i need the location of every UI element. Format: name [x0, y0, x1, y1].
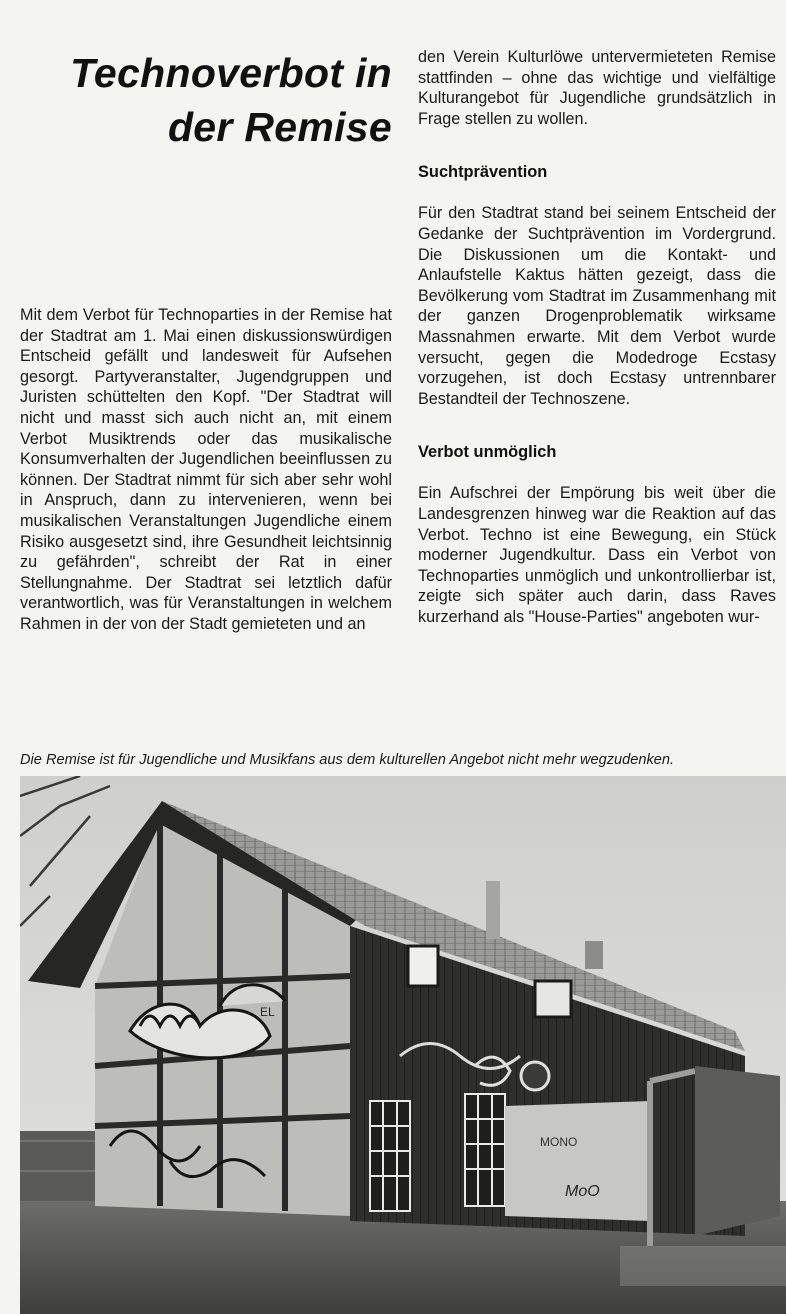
annex — [695, 1066, 780, 1236]
remise-building-illustration — [20, 776, 786, 1314]
puddle — [620, 1246, 786, 1286]
right-intro-text: den Verein Kulturlöwe untervermieteten Remise stattfinden – ohne das wichtige und vielfältige Kulturangebot für Jugendliche grundsätzlich in Frage stellen zu wollen. — [418, 48, 776, 128]
title-line-2: der Remise — [167, 104, 392, 150]
chimney-2 — [585, 941, 603, 969]
article-title — [20, 46, 392, 154]
graffiti-text-1: MONO — [540, 1135, 578, 1149]
chimney-1 — [486, 881, 500, 939]
paragraph-suchtpraevention: Für den Stadtrat stand bei seinem Entscheid der Gedanke der Suchtprävention im Vordergrund. Die Diskussionen um die Kontakt- und Anlaufstelle Kaktus hätten gezeigt, dass die Bevölkerung vom Stadtrat im Zusammenhang mit der ganzen Drogenproblematik wirksame Massnahmen erwarte. Mit dem Verbot wurde versucht, gegen die Modedroge Ecstasy vorzugehen, ist doch Ecstasy untrennbarer Bestandteil der Technoszene. — [418, 204, 776, 408]
paragraph-verbot-unmoeglich: Ein Aufschrei der Empörung bis weit über die Landesgrenzen hinweg war die Reaktion auf das Verbot. Techno ist eine Bewegung, ein Stück moderner Jugendkultur. Dass ein Verbot von Technoparties unmöglich und unkontrollierbar ist, zeigte sich später auch darin, dass Raves kurzerhand als "House-Parties" angeboten wur- — [418, 484, 776, 626]
title-line-1: Technoverbot in — [70, 50, 392, 96]
left-column — [20, 305, 392, 635]
photo-caption: Die Remise ist für Jugendliche und Musikfans aus dem kulturellen Angebot nicht mehr wegzudenken. — [20, 752, 675, 768]
heading-suchtpraevention: Suchtprävention — [418, 163, 548, 182]
right-column — [418, 47, 776, 627]
graffiti-text-2: EL — [260, 1005, 275, 1019]
upper-window — [408, 946, 438, 986]
graffiti-text-3: MoO — [565, 1183, 600, 1200]
heading-verbot-unmoeglich: Verbot unmöglich — [418, 443, 557, 462]
left-column-text: Mit dem Verbot für Technoparties in der Remise hat der Stadtrat am 1. Mai einen diskussionswürdigen Entscheid gefällt und landesweit für Aufsehen gesorgt. Partyveranstalter, Jugendgruppen und Juristen schüttelten den Kopf. "Der Stadtrat will nicht und masst sich auch nicht an, mit einem Verbot Musiktrends oder das musikalische Konsumverhalten der Jugendlichen beeinflussen zu können. Der Stadtrat nimmt für sich aber sehr wohl in Anspruch, dann zu intervenieren, wenn bei musikalischen Veranstaltungen Jugendliche einem Risiko ausgesetzt sind, ihre Gesundheit leichtsinnig zu gefährden", schreibt der Rat in einer Stellungnahme. Der Stadtrat sei letztlich dafür verantwortlich, was für Veranstaltungen in welchem Rahmen in der von der Stadt gemieteten und an — [20, 306, 392, 633]
fence — [20, 1131, 100, 1206]
white-panel — [505, 1101, 650, 1221]
remise-photo — [20, 776, 786, 1314]
